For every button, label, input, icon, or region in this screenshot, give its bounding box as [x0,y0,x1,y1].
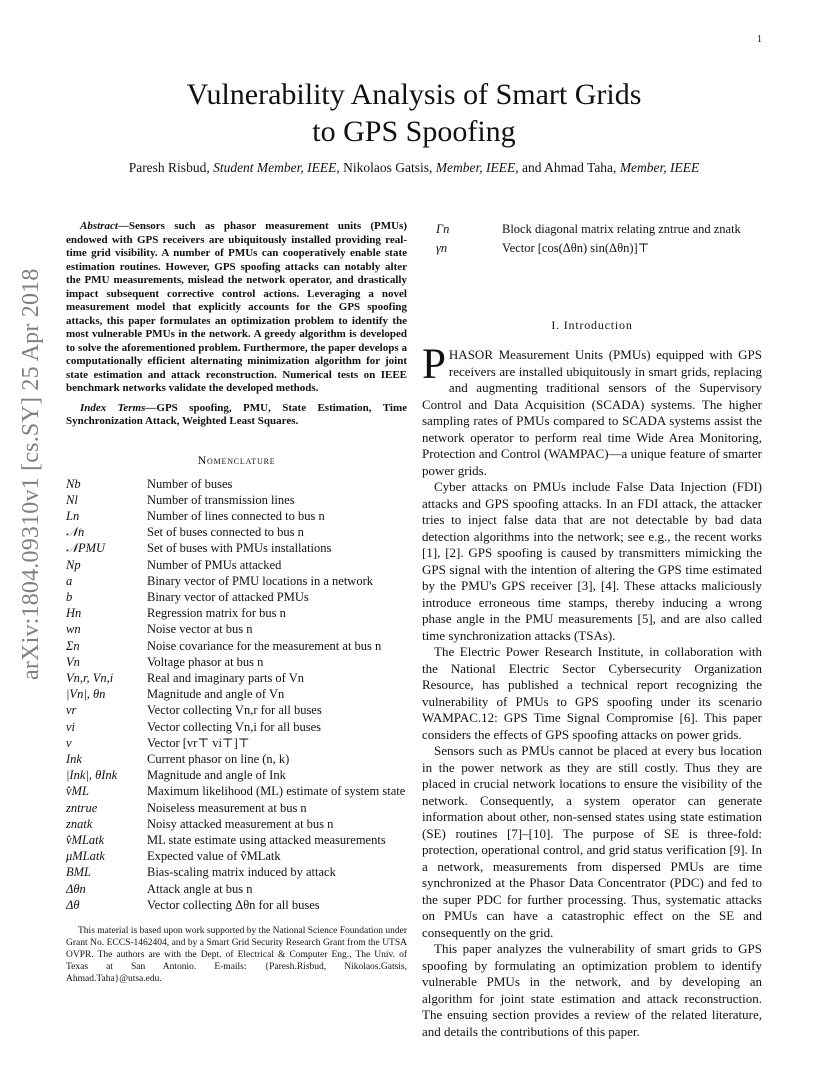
nomenclature-row [66,573,407,589]
nomenclature-description: Magnitude and angle of Vn [147,687,285,702]
nomenclature-row [66,492,407,508]
nomenclature-row [66,557,407,573]
nomenclature-symbol: Nl [66,492,78,507]
nomenclature-row [66,524,407,540]
nomenclature-row [66,832,407,848]
arxiv-stamp: arXiv:1804.09310v1 [cs.SY] 25 Apr 2018 [18,268,44,680]
nomenclature-symbol: Γn [436,222,450,236]
nomenclature-row [66,476,407,492]
nomenclature-description: Vector collecting Vn,i for all buses [147,719,322,734]
left-column [66,220,407,985]
nomenclature-description: Noiseless measurement at bus n [147,800,307,815]
author-1-role: Student Member, IEEE, [213,160,340,175]
intro-paragraph-1: PHASOR Measurement Units (PMUs) equipped with GPS receivers are installed ubiquitously in smart grids, replacing and augmenting traditional sensors of the Supervisory Control and Data Acquisition (SCADA) systems. The higher sampling rates of PMUs compared to SCADA systems assist the network operator to perform real time Wide Area Monitoring, Protection and Control (WAMPAC)—a unique feature of smarter power grids. [422,341,762,478]
nomenclature-symbol: zntrue [66,800,98,815]
nomenclature-row [66,605,407,621]
nomenclature-description: Attack angle at bus n [147,881,253,896]
abstract-text: —Sensors such as phasor measurement units (PMUs) endowed with GPS receivers are ubiquitously installed providing real-time grid visibility. A number of PMUs can cooperatively enable state estimation routines. However, GPS spoofing attacks can notably alter the PMU measurements, mislead the network operator, and drastically impact subsequent corrective control actions. Leveraging a novel measurement model that explicitly accounts for the GPS spoofing attacks, this paper formulates an optimization problem to identify the most vulnerable PMUs in the network. A greedy algorithm is developed to solve the aforementioned problem. Furthermore, the paper develops a computationally efficient alternating minimization algorithm for joint state estimation and attack reconstruction. Numerical tests on IEEE benchmark networks validate the developed methods. [66,220,407,394]
nomenclature-row [66,670,407,686]
drop-cap: P [422,341,446,388]
nomenclature-symbol: Δθ [66,897,80,912]
nomenclature-row [66,897,407,913]
nomenclature-description: Vector [cos(Δθn) sin(Δθn)]⊤ [502,241,650,255]
nomenclature-description: Number of transmission lines [147,492,295,507]
nomenclature-row [66,800,407,816]
page-number: 1 [757,34,762,45]
nomenclature-row [66,751,407,767]
nomenclature-row [436,220,762,239]
intro-paragraph-3: The Electric Power Research Institute, in collaboration with the National Electric Sector Cybersecurity Organization Resource, has published a technical report recognizing the vulnerability of PMUs to GPS spoofing under its scenario WAMPAC.12: GPS Time Signal Compromise [6]. This paper considers the effects of GPS spoofing attacks on power grids. [422,644,762,742]
nomenclature-symbol: v̂ML [66,784,89,799]
nomenclature-row [66,816,407,832]
nomenclature-heading: Nomenclature [197,452,276,467]
nomenclature-description: Noisy attacked measurement at bus n [147,816,334,831]
nomenclature-symbol: b [66,589,73,604]
abstract [66,220,407,396]
intro-paragraph-5: This paper analyzes the vulnerability of smart grids to GPS spoofing by formulating an optimization problem to identify vulnerable PMUs in the network, and by developing an algorithm for joint state estimation and attack reconstruction. The ensuing section provides a review of the related literature, and details the contributions of this paper. [422,941,762,1039]
right-column [422,220,762,1040]
nomenclature-symbol: 𝒩PMU [66,541,106,556]
nomenclature-symbol: Vn [66,654,80,669]
nomenclature-row [66,719,407,735]
nomenclature-symbol: Δθn [66,881,86,896]
nomenclature-description: Current phasor on line (n, k) [147,751,290,766]
nomenclature-list [66,476,407,913]
nomenclature-description: Binary vector of attacked PMUs [147,589,309,604]
nomenclature-row [66,767,407,783]
nomenclature-symbol: Vn,r, Vn,i [66,670,114,685]
author-2-role: Member, IEEE, [435,160,519,175]
nomenclature-description: Vector [vr⊤ vi⊤]⊤ [147,735,250,750]
nomenclature-description: Bias-scaling matrix induced by attack [147,865,336,880]
nomenclature-description: Number of PMUs attacked [147,557,282,572]
nomenclature-symbol: |Vn|, θn [66,687,106,702]
index-terms-text: —GPS spoofing, PMU, State Estimation, Time Synchronization Attack, Weighted Least Squares. [66,401,407,427]
index-terms-label: Index Terms [80,401,146,414]
nomenclature-description: Number of lines connected to bus n [147,508,325,523]
nomenclature-symbol: znatk [66,816,93,831]
nomenclature-symbol: v̂MLatk [66,832,105,847]
nomenclature-row [436,239,762,258]
nomenclature-row [66,735,407,751]
nomenclature-continued [422,220,762,258]
nomenclature-description: Set of buses connected to bus n [147,525,304,540]
nomenclature-symbol: vi [66,719,76,734]
nomenclature-description: Block diagonal matrix relating zntrue and znatk [502,222,741,236]
nomenclature-row [66,638,407,654]
nomenclature-row [66,881,407,897]
nomenclature-description: Noise covariance for the measurement at bus n [147,638,382,653]
intro-heading: I. Introduction [551,318,633,332]
nomenclature-symbol: Nb [66,476,81,491]
nomenclature-description: Expected value of v̂MLatk [147,849,281,864]
nomenclature-description: Real and imaginary parts of Vn [147,670,305,685]
nomenclature-section [66,453,407,913]
author-line [0,160,828,176]
nomenclature-row [66,686,407,702]
nomenclature-description: Regression matrix for bus n [147,606,286,621]
nomenclature-description: Magnitude and angle of Ink [147,768,286,783]
footnote: This material is based upon work supported by the National Science Foundation under Grant No. ECCS-1462404, and by a Smart Grid Security Research Grant from the UTSA OVPR. The authors are with the Dept. of Electrical & Computer Eng., The Univ. of Texas at San Antonio. E-mails: {Paresh.Risbud, Nikolaos.Gatsis, Ahmad.Taha}@utsa.edu. [66,925,407,984]
nomenclature-symbol: Np [66,557,81,572]
nomenclature-description: Maximum likelihood (ML) estimate of system state [147,784,406,799]
nomenclature-description: Number of buses [147,476,233,491]
paper-title [0,76,828,150]
author-2: Nikolaos Gatsis, [343,160,433,175]
nomenclature-symbol: v [66,735,72,750]
abstract-label: Abstract [80,220,118,232]
nomenclature-row [66,621,407,637]
nomenclature-row [66,864,407,880]
nomenclature-description: Binary vector of PMU locations in a network [147,573,373,588]
intro-paragraph-2: Cyber attacks on PMUs include False Data Injection (FDI) attacks and GPS spoofing attacks. In an FDI attack, the attacker tries to inject false data that are not detectable by bad data detection algorithms into the network; see e.g., the recent works [1], [2]. GPS spoofing is caused by transmitters mimicking the GPS signal with the intention of altering the GPS time estimated by the PMU's GPS receiver [3], [4]. These attacks maliciously introduce erroneous time stamps, thereby inducing a wrong phase angle in the PMU measurements [5], and are also called time synchronization attacks (TSAs). [422,479,762,643]
nomenclature-symbol: Ink [66,751,82,766]
nomenclature-symbol: Σn [66,638,80,653]
nomenclature-symbol: γn [436,241,448,255]
nomenclature-symbol: wn [66,622,81,637]
nomenclature-description: ML state estimate using attacked measurements [147,832,386,847]
nomenclature-symbol: BML [66,865,91,880]
nomenclature-description: Voltage phasor at bus n [147,654,264,669]
nomenclature-symbol: Ln [66,508,80,523]
author-3-role: Member, IEEE [619,160,700,175]
title-line-1: Vulnerability Analysis of Smart Grids [186,78,642,111]
nomenclature-symbol: |Ink|, θInk [66,768,118,783]
nomenclature-symbol: a [66,573,73,588]
nomenclature-row [66,783,407,799]
nomenclature-description: Noise vector at bus n [147,622,253,637]
nomenclature-symbol: vr [66,703,77,718]
nomenclature-row [66,540,407,556]
index-terms [66,402,407,429]
nomenclature-description: Set of buses with PMUs installations [147,541,332,556]
nomenclature-symbol: μMLatk [66,849,105,864]
nomenclature-symbol: Hn [66,606,82,621]
nomenclature-row [66,508,407,524]
nomenclature-row [66,589,407,605]
nomenclature-description: Vector collecting Δθn for all buses [147,897,320,912]
nomenclature-description: Vector collecting Vn,r for all buses [147,703,322,718]
author-1: Paresh Risbud, [128,160,210,175]
nomenclature-symbol: 𝒩n [66,525,85,540]
nomenclature-row [66,702,407,718]
author-3: and Ahmad Taha, [522,160,617,175]
intro-paragraph-4: Sensors such as PMUs cannot be placed at every bus location in the power network as they are still costly. Thus they are placed in crucial network locations to ensure the visibility of the network. Consequently, a system operator can generate information about other, non-sensed states using state estimation (SE) routines [7]–[10]. The purpose of SE is three-fold: protection, operational control, and grid status verification [9]. In a network, measurements from dispersed PMUs are time synchronized at the Phasor Data Concentrator (PDC) and fed to the super PDC for further processing. Thus, systematic attacks on PMUs can have a catastrophic effect on the SE and consequently on the grid. [422,743,762,940]
nomenclature-row [66,654,407,670]
title-line-2: to GPS Spoofing [312,115,516,148]
nomenclature-row [66,848,407,864]
